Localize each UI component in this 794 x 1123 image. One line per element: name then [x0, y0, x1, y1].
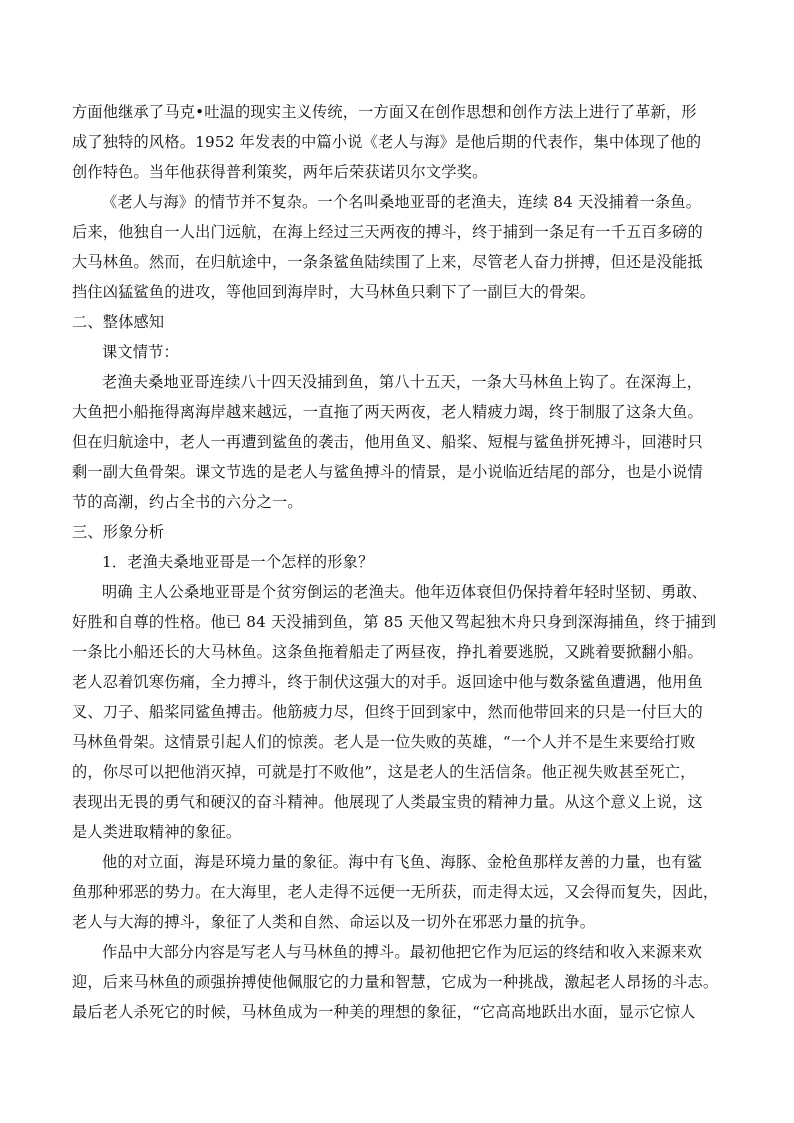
body-line: 表现出无畏的勇气和硬汉的奋斗精神。他展现了人类最宝贵的精神力量。从这个意义上说，这	[72, 793, 703, 811]
body-line: 成了独特的风格。1952 年发表的中篇小说《老人与海》是他后期的代表作，集中体现了他的	[72, 133, 702, 151]
body-line: 创作特色。当年他获得普利策奖，两年后荣获诺贝尔文学奖。	[72, 163, 488, 181]
paragraph-first-line: 他的对立面，海是环境力量的象征。海中有飞鱼、海豚、金枪鱼那样友善的力量，也有鲨	[102, 853, 703, 871]
paragraph-first-line: 明确 主人公桑地亚哥是个贫穷倒运的老渔夫。他年迈体衰但仍保持着年轻时坚韧、勇敢、	[102, 583, 708, 601]
body-line: 但在归航途中，老人一再遭到鲨鱼的袭击，他用鱼叉、船桨、短棍与鲨鱼拼死搏斗，回港时只	[72, 433, 703, 451]
section-heading: 三、形象分析	[72, 523, 165, 541]
body-line: 叉、刀子、船桨同鲨鱼搏击。他筋疲力尽，但终于回到家中，然而他带回来的只是一付巨大的	[72, 703, 703, 721]
body-line: 马林鱼骨架。这情景引起人们的惊羡。老人是一位失败的英雄，“一个人并不是生来要给打败	[72, 733, 696, 751]
body-line: 挡住凶猛鲨鱼的进攻，等他回到海岸时，大马林鱼只剩下了一副巨大的骨架。	[72, 283, 596, 301]
body-line: 是人类进取精神的象征。	[72, 823, 242, 841]
body-line: 后来，他独自一人出门远航，在海上经过三天两夜的搏斗，终于捕到一条足有一千五百多磅的	[72, 223, 703, 241]
body-line: 老人与大海的搏斗，象征了人类和自然、命运以及一切外在邪恶力量的抗争。	[72, 913, 596, 931]
body-line: 好胜和自尊的性格。他已 84 天没捕到鱼，第 85 天他又驾起独木舟只身到深海捕鱼，终于捕到	[72, 613, 717, 631]
question-heading: 1．老渔夫桑地亚哥是一个怎样的形象？	[102, 553, 374, 571]
body-line: 鱼那种邪恶的势力。在大海里，老人走得不远便一无所获，而走得太远，又会得而复失，因此，	[72, 883, 719, 901]
body-line: 老人忍着饥寒伤痛，全力搏斗，终于制伏这强大的对手。返回途中他与数条鲨鱼遭遇，他用鱼	[72, 673, 703, 691]
body-line: 的，你尽可以把他消灭掉，可就是打不败他”，这是老人的生活信条。他正视失败甚至死亡，	[72, 763, 696, 781]
body-line: 迎，后来马林鱼的顽强拚搏使他佩服它的力量和智慧，它成为一种挑战，激起老人昂扬的斗志。	[72, 973, 719, 991]
body-line: 大鱼把小船拖得离海岸越来越远，一直拖了两天两夜，老人精疲力竭，终于制服了这条大鱼。	[72, 403, 703, 421]
subheading: 课文情节：	[102, 343, 179, 361]
body-line: 方面他继承了马克•吐温的现实主义传统，一方面又在创作思想和创作方法上进行了革新，形	[72, 103, 697, 121]
document-body	[72, 97, 724, 1027]
paragraph-first-line: 作品中大部分内容是写老人与马林鱼的搏斗。最初他把它作为厄运的终结和收入来源来欢	[102, 943, 703, 961]
body-line: 最后老人杀死它的时候，马林鱼成为一种美的理想的象征，“它高高地跃出水面，显示它惊人	[72, 1003, 696, 1021]
section-heading: 二、整体感知	[72, 313, 165, 331]
body-line: 大马林鱼。然而，在归航途中，一条条鲨鱼陆续围了上来，尽管老人奋力拼搏，但还是没能抵	[72, 253, 703, 271]
paragraph-first-line: 《老人与海》的情节并不复杂。一个名叫桑地亚哥的老渔夫，连续 84 天没捕着一条鱼。	[102, 193, 702, 211]
body-line: 一条比小船还长的大马林鱼。这条鱼拖着船走了两昼夜，挣扎着要逃脱，又跳着要掀翻小船。	[72, 643, 703, 661]
paragraph-first-line: 老渔夫桑地亚哥连续八十四天没捕到鱼，第八十五天，一条大马林鱼上钩了。在深海上，	[102, 373, 703, 391]
body-line: 剩一副大鱼骨架。课文节选的是老人与鲨鱼搏斗的情景，是小说临近结尾的部分，也是小说情	[72, 463, 703, 481]
body-line: 节的高潮，约占全书的六分之一。	[72, 493, 303, 511]
